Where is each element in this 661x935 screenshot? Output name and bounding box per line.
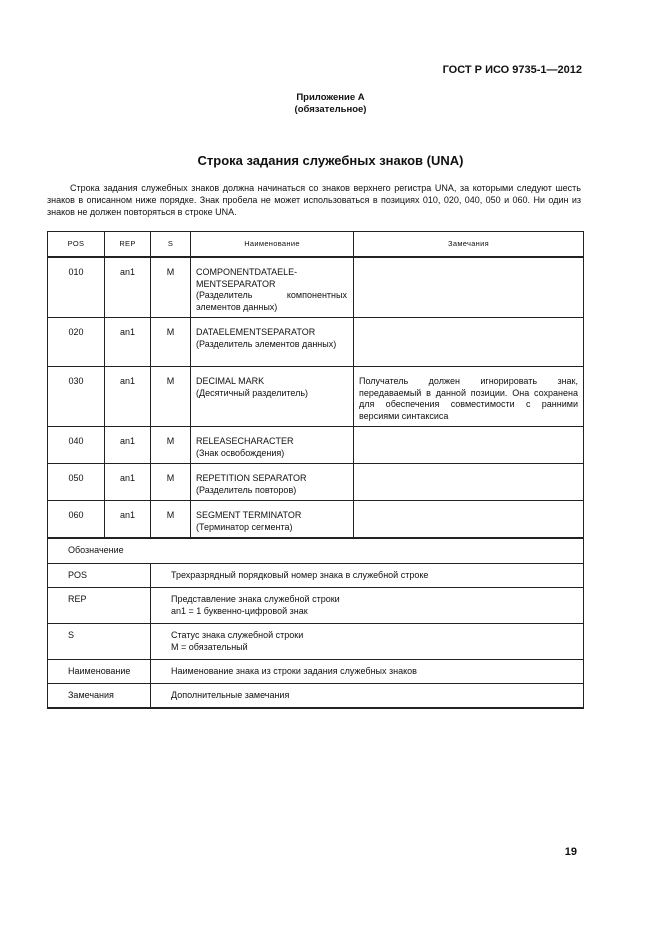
- cell-s: M: [151, 501, 191, 539]
- cell-pos: 050: [48, 464, 105, 501]
- cell-remarks: Получатель должен игнорировать знак, передаваемый в данной позиции. Она сохранена для обеспечения совместимости с ранними версиями синтаксиса: [354, 367, 584, 427]
- legend-title-row: [48, 538, 584, 564]
- cell-s: M: [151, 427, 191, 464]
- cell-pos: 020: [48, 318, 105, 367]
- cell-remarks: [354, 501, 584, 539]
- cell-remarks: [354, 318, 584, 367]
- cell-name: [191, 464, 354, 501]
- legend-row: [48, 684, 584, 708]
- cell-pos: 030: [48, 367, 105, 427]
- header-remarks: Замечания: [354, 232, 584, 258]
- cell-rep: an1: [105, 464, 151, 501]
- table-row: [48, 367, 584, 427]
- cell-s: M: [151, 367, 191, 427]
- cell-rep: an1: [105, 501, 151, 539]
- legend-def-line: Представление знака служебной строки: [171, 594, 340, 604]
- cell-pos: 010: [48, 257, 105, 318]
- cell-name: [191, 427, 354, 464]
- annex-title: Приложение А: [296, 92, 365, 103]
- name-text: DECIMAL MARK: [196, 376, 265, 386]
- legend-term: Наименование: [48, 660, 151, 684]
- cell-s: M: [151, 464, 191, 501]
- table-header-row: [48, 232, 584, 258]
- legend-def-line: Наименование знака из строки задания служебных знаков: [171, 666, 417, 676]
- header-pos: POS: [48, 232, 105, 258]
- table-row: [48, 427, 584, 464]
- header-s: S: [151, 232, 191, 258]
- section-title: Строка задания служебных знаков (UNA): [197, 153, 464, 168]
- cell-name: [191, 318, 354, 367]
- cell-pos: 040: [48, 427, 105, 464]
- header-rep: REP: [105, 232, 151, 258]
- name-desc: (Разделитель компонентных элементов данных): [196, 290, 347, 312]
- legend-definition: [151, 684, 584, 708]
- table-row: [48, 464, 584, 501]
- annex-heading: [0, 92, 661, 116]
- legend-term: POS: [48, 564, 151, 588]
- legend-definition: [151, 564, 584, 588]
- cell-name: [191, 501, 354, 539]
- cell-name: [191, 367, 354, 427]
- cell-pos: 060: [48, 501, 105, 539]
- standard-code: ГОСТ Р ИСО 9735-1—2012: [442, 64, 582, 76]
- cell-remarks: [354, 464, 584, 501]
- cell-remarks: [354, 427, 584, 464]
- legend-row: [48, 660, 584, 684]
- legend-definition: [151, 624, 584, 660]
- legend-def-line: Статус знака служебной строки: [171, 630, 304, 640]
- cell-rep: an1: [105, 367, 151, 427]
- name-text: SEGMENT TERMINATOR: [196, 510, 302, 520]
- table-row: [48, 501, 584, 539]
- cell-rep: an1: [105, 257, 151, 318]
- legend-def-line: M = обязательный: [171, 641, 248, 652]
- legend-def-line: Трехразрядный порядковый номер знака в служебной строке: [171, 570, 429, 580]
- name-desc: (Терминатор сегмента): [196, 521, 293, 532]
- name-desc: (Знак освобождения): [196, 447, 285, 458]
- una-table: [47, 231, 584, 709]
- annex-status: (обязательное): [294, 104, 367, 115]
- cell-name: [191, 257, 354, 318]
- cell-rep: an1: [105, 318, 151, 367]
- legend-term: REP: [48, 588, 151, 624]
- legend-term: Замечания: [48, 684, 151, 708]
- legend-term: S: [48, 624, 151, 660]
- name-text: RELEASECHARACTER: [196, 436, 294, 446]
- table-row: [48, 318, 584, 367]
- name-text: DATAELEMENTSEPARATOR: [196, 327, 316, 337]
- intro-paragraph: Строка задания служебных знаков должна начинаться со знаков верхнего регистра UNA, за которыми следуют шесть знаков в описанном ниже порядке. Знак пробела не может использоваться в позициях 010, 020, 040, 050 и 060. Ни один из знаков не должен повторяться в строке UNA.: [47, 183, 581, 217]
- header-name: Наименование: [191, 232, 354, 258]
- legend-def-line: an1 = 1 буквенно-цифровой знак: [171, 605, 308, 616]
- table-row: [48, 257, 584, 318]
- legend-row: [48, 588, 584, 624]
- legend-row: [48, 564, 584, 588]
- legend-definition: [151, 660, 584, 684]
- legend-def-line: Дополнительные замечания: [171, 690, 290, 700]
- name-text: REPETITION SEPARATOR: [196, 473, 307, 483]
- legend-title: Обозначение: [48, 538, 584, 564]
- cell-s: M: [151, 257, 191, 318]
- cell-remarks: [354, 257, 584, 318]
- name-desc: (Десятичный разделитель): [196, 387, 309, 398]
- cell-rep: an1: [105, 427, 151, 464]
- page-number: 19: [564, 846, 577, 858]
- legend-row: [48, 624, 584, 660]
- cell-s: M: [151, 318, 191, 367]
- name-desc: (Разделитель повторов): [196, 484, 297, 495]
- name-text: COMPONENTDATAELE-MENTSEPARATOR: [196, 267, 298, 289]
- name-desc: (Разделитель элементов данных): [196, 338, 337, 349]
- legend-definition: [151, 588, 584, 624]
